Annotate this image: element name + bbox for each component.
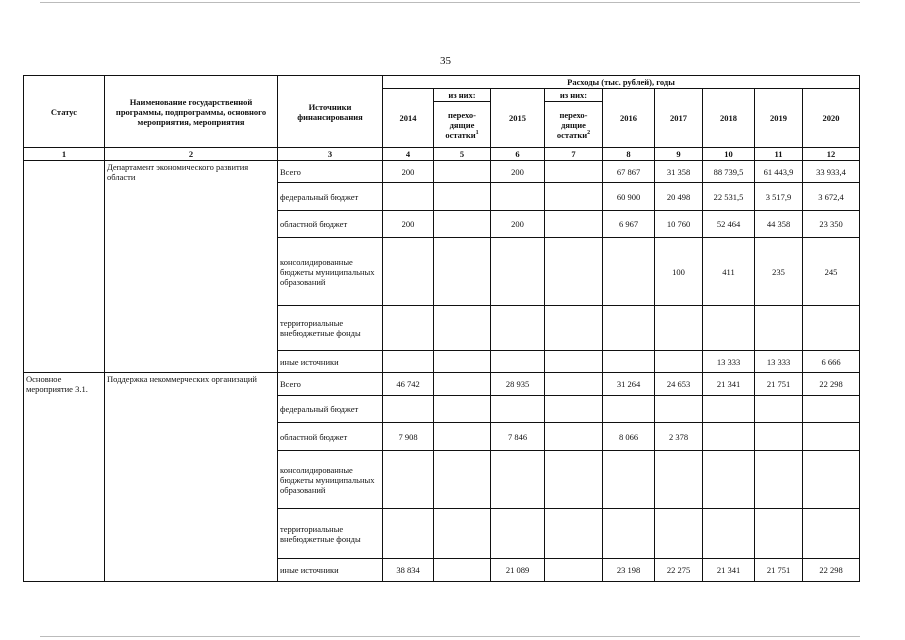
value-cell-y2020 <box>803 423 860 451</box>
header-status: Статус <box>24 76 105 148</box>
value-cell-y2017: 20 498 <box>655 183 703 211</box>
value-cell-c2015 <box>545 306 603 351</box>
value-cell-y2018: 411 <box>703 238 755 306</box>
value-cell-c2015 <box>545 559 603 582</box>
value-cell-y2020 <box>803 306 860 351</box>
value-cell-y2018: 21 341 <box>703 373 755 396</box>
value-cell-y2014 <box>383 183 434 211</box>
value-cell-y2018 <box>703 306 755 351</box>
value-cell-y2014 <box>383 509 434 559</box>
value-cell-y2015 <box>491 451 545 509</box>
col-num: 7 <box>545 148 603 161</box>
value-cell-y2019 <box>755 451 803 509</box>
footnote-ref-2: 2 <box>587 129 591 136</box>
header-of-which-1: из них: <box>434 89 491 102</box>
value-cell-y2015 <box>491 183 545 211</box>
source-cell: федеральный бюджет <box>278 396 383 423</box>
value-cell-y2019: 44 358 <box>755 211 803 238</box>
value-cell-y2015 <box>491 351 545 373</box>
column-number-row <box>24 148 860 161</box>
value-cell-y2019: 235 <box>755 238 803 306</box>
value-cell-c2015 <box>545 161 603 183</box>
value-cell-y2014 <box>383 451 434 509</box>
value-cell-y2017: 24 653 <box>655 373 703 396</box>
header-year-2017: 2017 <box>655 89 703 148</box>
source-cell: территориальные внебюджетные фонды <box>278 509 383 559</box>
value-cell-c2015 <box>545 211 603 238</box>
value-cell-y2016: 60 900 <box>603 183 655 211</box>
value-cell-y2016: 8 066 <box>603 423 655 451</box>
value-cell-y2018: 52 464 <box>703 211 755 238</box>
carryover-label-1: перехо- дящие остатки <box>445 109 476 140</box>
value-cell-y2015 <box>491 306 545 351</box>
value-cell-y2016: 67 867 <box>603 161 655 183</box>
value-cell-c2015 <box>545 423 603 451</box>
value-cell-c2014 <box>434 451 491 509</box>
value-cell-y2017 <box>655 451 703 509</box>
value-cell-y2014 <box>383 306 434 351</box>
col-num: 8 <box>603 148 655 161</box>
value-cell-y2015: 200 <box>491 211 545 238</box>
source-cell: Всего <box>278 373 383 396</box>
value-cell-c2014 <box>434 351 491 373</box>
col-num: 9 <box>655 148 703 161</box>
col-num: 3 <box>278 148 383 161</box>
header-expenses: Расходы (тыс. рублей), годы <box>383 76 860 89</box>
value-cell-c2015 <box>545 183 603 211</box>
col-num: 12 <box>803 148 860 161</box>
header-year-2016: 2016 <box>603 89 655 148</box>
value-cell-y2016: 23 198 <box>603 559 655 582</box>
header-carryover-1 <box>434 102 491 148</box>
value-cell-y2020 <box>803 509 860 559</box>
value-cell-y2014: 200 <box>383 211 434 238</box>
value-cell-c2015 <box>545 351 603 373</box>
source-cell: консолидированные бюджеты муниципальных образований <box>278 238 383 306</box>
value-cell-y2016 <box>603 451 655 509</box>
program-name-cell: Департамент экономического развития области <box>105 161 278 373</box>
value-cell-y2018: 22 531,5 <box>703 183 755 211</box>
col-num: 2 <box>105 148 278 161</box>
value-cell-y2019: 21 751 <box>755 373 803 396</box>
value-cell-y2016 <box>603 238 655 306</box>
value-cell-y2020 <box>803 396 860 423</box>
scan-artifact-bottom <box>40 636 860 637</box>
value-cell-y2016 <box>603 306 655 351</box>
value-cell-c2014 <box>434 211 491 238</box>
value-cell-c2014 <box>434 559 491 582</box>
value-cell-y2020: 6 666 <box>803 351 860 373</box>
value-cell-y2020: 23 350 <box>803 211 860 238</box>
page-number: 35 <box>440 55 451 67</box>
header-year-2014: 2014 <box>383 89 434 148</box>
value-cell-c2014 <box>434 396 491 423</box>
source-cell: иные источники <box>278 351 383 373</box>
value-cell-y2018 <box>703 423 755 451</box>
source-cell: консолидированные бюджеты муниципальных образований <box>278 451 383 509</box>
table-row <box>24 161 860 183</box>
value-cell-y2020: 245 <box>803 238 860 306</box>
value-cell-y2014: 200 <box>383 161 434 183</box>
value-cell-y2018 <box>703 509 755 559</box>
value-cell-c2015 <box>545 373 603 396</box>
value-cell-y2020: 22 298 <box>803 373 860 396</box>
value-cell-y2019 <box>755 396 803 423</box>
scan-artifact-top <box>40 2 860 3</box>
carryover-label-2: перехо- дящие остатки <box>556 109 588 140</box>
col-num: 10 <box>703 148 755 161</box>
value-cell-y2016 <box>603 396 655 423</box>
value-cell-y2019: 61 443,9 <box>755 161 803 183</box>
value-cell-y2020: 22 298 <box>803 559 860 582</box>
value-cell-c2015 <box>545 396 603 423</box>
value-cell-y2019 <box>755 306 803 351</box>
value-cell-y2020: 33 933,4 <box>803 161 860 183</box>
value-cell-y2015: 200 <box>491 161 545 183</box>
value-cell-c2014 <box>434 509 491 559</box>
header-year-2015: 2015 <box>491 89 545 148</box>
value-cell-y2017: 31 358 <box>655 161 703 183</box>
col-num: 6 <box>491 148 545 161</box>
footnote-ref-1: 1 <box>475 129 479 136</box>
value-cell-y2016: 6 967 <box>603 211 655 238</box>
value-cell-y2015 <box>491 509 545 559</box>
value-cell-y2015 <box>491 396 545 423</box>
header-year-2018: 2018 <box>703 89 755 148</box>
program-name-cell: Поддержка некоммерческих организаций <box>105 373 278 582</box>
col-num: 4 <box>383 148 434 161</box>
value-cell-y2017 <box>655 396 703 423</box>
value-cell-y2017: 22 275 <box>655 559 703 582</box>
budget-table <box>23 75 860 582</box>
header-sources: Источники финансирования <box>278 76 383 148</box>
value-cell-y2017: 100 <box>655 238 703 306</box>
col-num: 1 <box>24 148 105 161</box>
value-cell-y2015: 7 846 <box>491 423 545 451</box>
source-cell: территориальные внебюджетные фонды <box>278 306 383 351</box>
value-cell-y2017 <box>655 509 703 559</box>
source-cell: областной бюджет <box>278 211 383 238</box>
value-cell-y2019 <box>755 423 803 451</box>
value-cell-y2014: 46 742 <box>383 373 434 396</box>
value-cell-y2017 <box>655 351 703 373</box>
value-cell-y2014 <box>383 238 434 306</box>
value-cell-y2017: 10 760 <box>655 211 703 238</box>
value-cell-y2016 <box>603 351 655 373</box>
value-cell-y2019: 13 333 <box>755 351 803 373</box>
value-cell-y2019: 3 517,9 <box>755 183 803 211</box>
header-carryover-2 <box>545 102 603 148</box>
value-cell-y2020 <box>803 451 860 509</box>
value-cell-y2014 <box>383 351 434 373</box>
value-cell-c2014 <box>434 373 491 396</box>
value-cell-c2015 <box>545 238 603 306</box>
value-cell-c2014 <box>434 183 491 211</box>
value-cell-y2018: 13 333 <box>703 351 755 373</box>
header-year-2019: 2019 <box>755 89 803 148</box>
source-cell: областной бюджет <box>278 423 383 451</box>
status-cell <box>24 161 105 373</box>
value-cell-y2019: 21 751 <box>755 559 803 582</box>
value-cell-y2019 <box>755 509 803 559</box>
value-cell-y2017 <box>655 306 703 351</box>
source-cell: федеральный бюджет <box>278 183 383 211</box>
col-num: 11 <box>755 148 803 161</box>
value-cell-y2016: 31 264 <box>603 373 655 396</box>
header-of-which-2: из них: <box>545 89 603 102</box>
value-cell-c2014 <box>434 306 491 351</box>
value-cell-c2014 <box>434 161 491 183</box>
value-cell-y2017: 2 378 <box>655 423 703 451</box>
value-cell-y2014: 38 834 <box>383 559 434 582</box>
source-cell: иные источники <box>278 559 383 582</box>
value-cell-y2018 <box>703 451 755 509</box>
header-year-2020: 2020 <box>803 89 860 148</box>
value-cell-y2015: 21 089 <box>491 559 545 582</box>
value-cell-y2018 <box>703 396 755 423</box>
value-cell-y2015: 28 935 <box>491 373 545 396</box>
header-program-name: Наименование государственной программы, подпрограммы, основного мероприятия, мероприятия <box>105 76 278 148</box>
value-cell-y2020: 3 672,4 <box>803 183 860 211</box>
value-cell-c2015 <box>545 451 603 509</box>
col-num: 5 <box>434 148 491 161</box>
value-cell-c2014 <box>434 423 491 451</box>
table-row <box>24 373 860 396</box>
value-cell-c2014 <box>434 238 491 306</box>
value-cell-y2014 <box>383 396 434 423</box>
value-cell-y2016 <box>603 509 655 559</box>
value-cell-y2018: 21 341 <box>703 559 755 582</box>
status-cell: Основное мероприятие 3.1. <box>24 373 105 582</box>
value-cell-c2015 <box>545 509 603 559</box>
value-cell-y2014: 7 908 <box>383 423 434 451</box>
value-cell-y2018: 88 739,5 <box>703 161 755 183</box>
value-cell-y2015 <box>491 238 545 306</box>
source-cell: Всего <box>278 161 383 183</box>
